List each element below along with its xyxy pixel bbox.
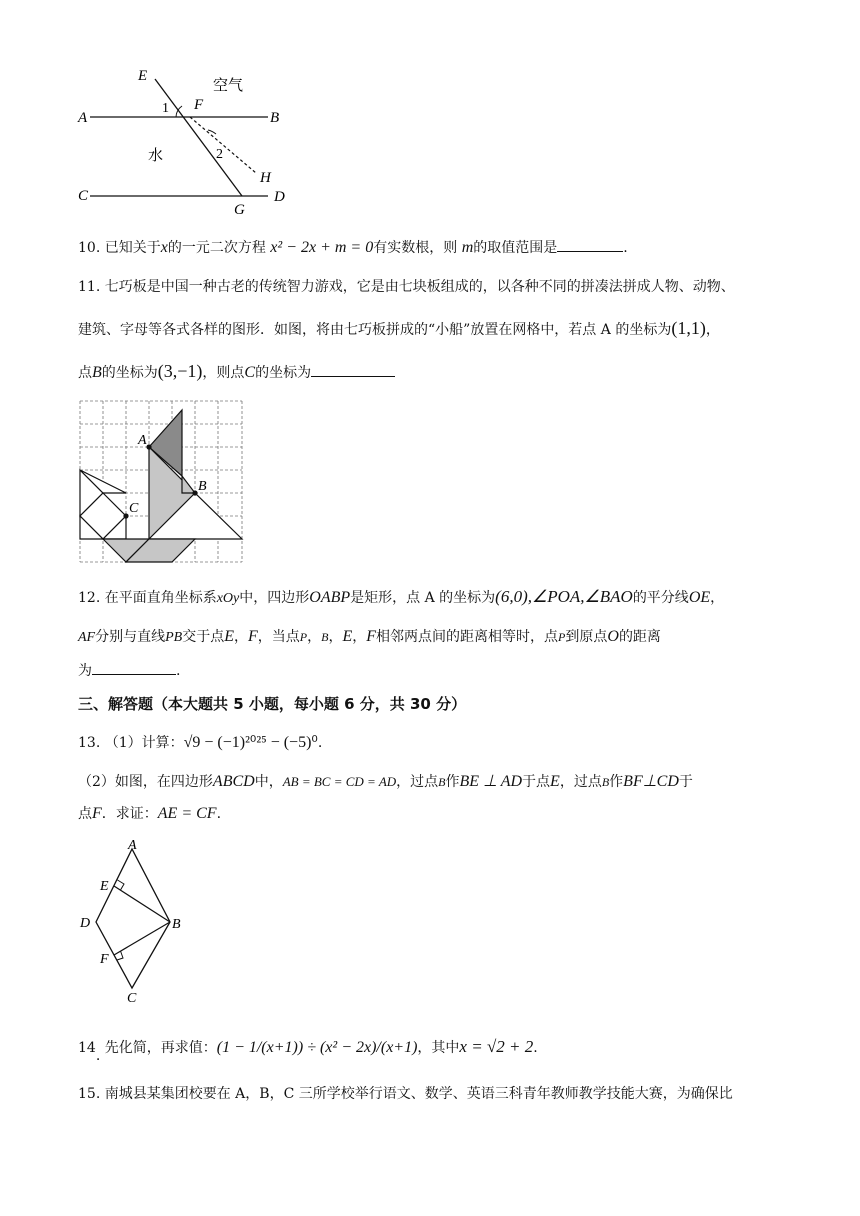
tangram-label-c: C (129, 501, 139, 516)
q11-text: 点 (78, 365, 92, 381)
q13-text: 13. （1）计算： (78, 735, 184, 751)
rhombus-label-b: B (172, 917, 181, 932)
tangram-boat-figure (78, 398, 248, 568)
q12-text: ，当点 (257, 629, 300, 645)
q14-end: . (533, 1040, 538, 1056)
q14-text: ，其中 (417, 1040, 460, 1056)
q12-math: (6,0),∠POA,∠BAO (495, 587, 633, 606)
q12-text: ， (307, 629, 322, 645)
q13-math: BF⊥CD (623, 773, 679, 790)
q12-text: 是矩形，点 A 的坐标为 (350, 590, 496, 606)
label-E: E (138, 68, 148, 84)
q13-end: . (317, 735, 323, 751)
angle-2-label: 2 (216, 147, 223, 162)
q11-text: 建筑、字母等各式各样的图形．如图，将由七巧板拼成的“小船”放置在网格中，若点 A 的坐标为 (78, 322, 672, 338)
q12-text: 为 (78, 663, 92, 679)
q13-math: B (601, 775, 610, 789)
answer-blank (92, 660, 176, 675)
q13-math: ABCD (212, 773, 255, 790)
rhombus-label-c: C (127, 991, 137, 1006)
q11-text: 的坐标为 (101, 365, 158, 381)
q11-text: ， (705, 322, 720, 338)
q12-text: 相邻两点间的距离相等时，点 (376, 629, 559, 645)
tangram-label-b: B (198, 479, 207, 494)
q13-end: . (216, 806, 222, 822)
refraction-figure (70, 62, 300, 222)
rhombus-label-d: D (80, 916, 91, 931)
q11-coord-a: (1,1) (671, 318, 706, 338)
q11-point-b: B (92, 364, 102, 381)
question-10 (78, 237, 628, 258)
q13-text: 中， (254, 774, 283, 790)
label-C: C (78, 188, 89, 204)
q12-text: ， (328, 629, 343, 645)
rhombus-label-f: F (100, 952, 109, 967)
q12-math: F (366, 628, 377, 645)
q12-math: OE (688, 589, 711, 606)
q14-condition: x = √2 + 2 (459, 1037, 534, 1056)
angle-1-label: 1 (162, 101, 169, 116)
q12-math: B (321, 630, 329, 644)
question-12-line3 (78, 660, 180, 681)
q12-math: AF (78, 630, 96, 645)
question-11-line1: 11. 七巧板是中国一种古老的传统智力游戏，它是由七块板组成的，以各种不同的拼凑法拼成人物、动物、 (78, 279, 735, 295)
q10-text: 的一元二次方程 (167, 240, 266, 256)
q13-text: ，过点 (396, 774, 439, 790)
q10-var-x: x (160, 239, 168, 256)
question-11-line2 (78, 318, 720, 340)
q10-text: 已知关于 (104, 240, 161, 256)
q10-number: 10. (78, 240, 101, 256)
q11-coord-b: (3,−1) (157, 361, 203, 381)
q12-text: 中，四边形 (239, 590, 310, 606)
q12-text: ， (352, 629, 367, 645)
q13-text: 于点 (522, 774, 551, 790)
rhombus-figure (74, 836, 194, 1008)
q12-math: xOy (216, 591, 240, 606)
q12-text: 分别与直线 (95, 629, 166, 645)
q13-expression: √9 − (−1)²⁰²⁵ − (−5)⁰ (183, 734, 318, 751)
q13-text: 作 (609, 774, 624, 790)
question-12-line1 (78, 587, 724, 609)
q13-math: BE ⊥ AD (459, 773, 523, 790)
q13-math: AE = CF (157, 805, 217, 822)
q14-text: 先化简，再求值： (104, 1040, 217, 1056)
label-F: F (194, 97, 204, 113)
label-D: D (274, 189, 285, 205)
answer-blank (311, 362, 395, 377)
question-12-line2 (78, 627, 661, 648)
label-air: 空气 (213, 78, 244, 94)
point-b-dot (192, 490, 197, 495)
q12-math: OABP (309, 589, 351, 606)
q12-math: PB (165, 630, 183, 645)
label-B: B (270, 110, 280, 126)
q13-text: ．求证： (101, 806, 158, 822)
point-c-dot (123, 513, 128, 518)
label-A: A (78, 110, 88, 126)
q12-math: P (299, 630, 308, 644)
label-G: G (234, 202, 245, 218)
q12-text: 的距离 (618, 629, 661, 645)
label-H: H (260, 170, 271, 186)
q12-math: O (607, 628, 619, 645)
question-15-line1: 15. 南城县某集团校要在 A，B，C 三所学校举行语文、数学、英语三科青年教师教学技能大赛，为确保比 (78, 1086, 733, 1102)
q10-end: . (623, 240, 628, 256)
rhombus-label-a: A (128, 838, 137, 853)
q12-math: F (248, 628, 258, 645)
q12-math: E (224, 628, 234, 645)
q13-text: 点 (78, 806, 92, 822)
q10-var-m: m (461, 239, 474, 256)
section-heading: 三、解答题（本大题共 5 小题，每小题 6 分，共 30 分） (78, 695, 467, 713)
q11-text: ，则点 (202, 365, 245, 381)
q12-text: 交于点 (182, 629, 225, 645)
q14-dot: . (95, 1048, 101, 1064)
question-13-part2-line1 (78, 772, 693, 792)
q13-math: F (92, 805, 102, 822)
q13-text: 作 (445, 774, 460, 790)
q13-text: ，过点 (559, 774, 602, 790)
q11-point-c: C (244, 364, 256, 381)
q12-text: 的平分线 (632, 590, 689, 606)
question-11-line3 (78, 361, 395, 383)
q13-math: B (438, 775, 446, 789)
q13-math: E (550, 773, 560, 790)
q12-text: 12. 在平面直角坐标系 (78, 590, 217, 606)
q14-expression: (1 − 1/(x+1)) ÷ (x² − 2x)/(x+1) (216, 1039, 418, 1056)
answer-blank (557, 237, 623, 252)
label-water: 水 (148, 148, 164, 164)
q12-text: ， (710, 590, 725, 606)
question-13-part1 (78, 733, 322, 753)
point-a-dot (146, 444, 151, 449)
q12-text: ， (234, 629, 248, 645)
q12-end: . (176, 663, 181, 679)
q11-text: 的坐标为 (255, 365, 312, 381)
q13-text: 于 (678, 774, 693, 790)
question-14 (78, 1037, 538, 1064)
tangram-label-a: A (138, 433, 147, 448)
q13-math: AB = BC = CD = AD (282, 774, 397, 789)
q10-equation: x² − 2x + m = 0 (270, 239, 374, 256)
q12-math: P (558, 630, 566, 644)
q10-text: 有实数根，则 (373, 240, 458, 256)
q14-number: 14 (78, 1040, 96, 1056)
q10-text: 的取值范围是 (473, 240, 558, 256)
q12-text: 到原点 (565, 629, 608, 645)
q13-text: （2）如图，在四边形 (78, 774, 213, 790)
rhombus-label-e: E (100, 879, 109, 894)
question-13-part2-line2 (78, 804, 221, 824)
q12-math: E (342, 628, 353, 645)
